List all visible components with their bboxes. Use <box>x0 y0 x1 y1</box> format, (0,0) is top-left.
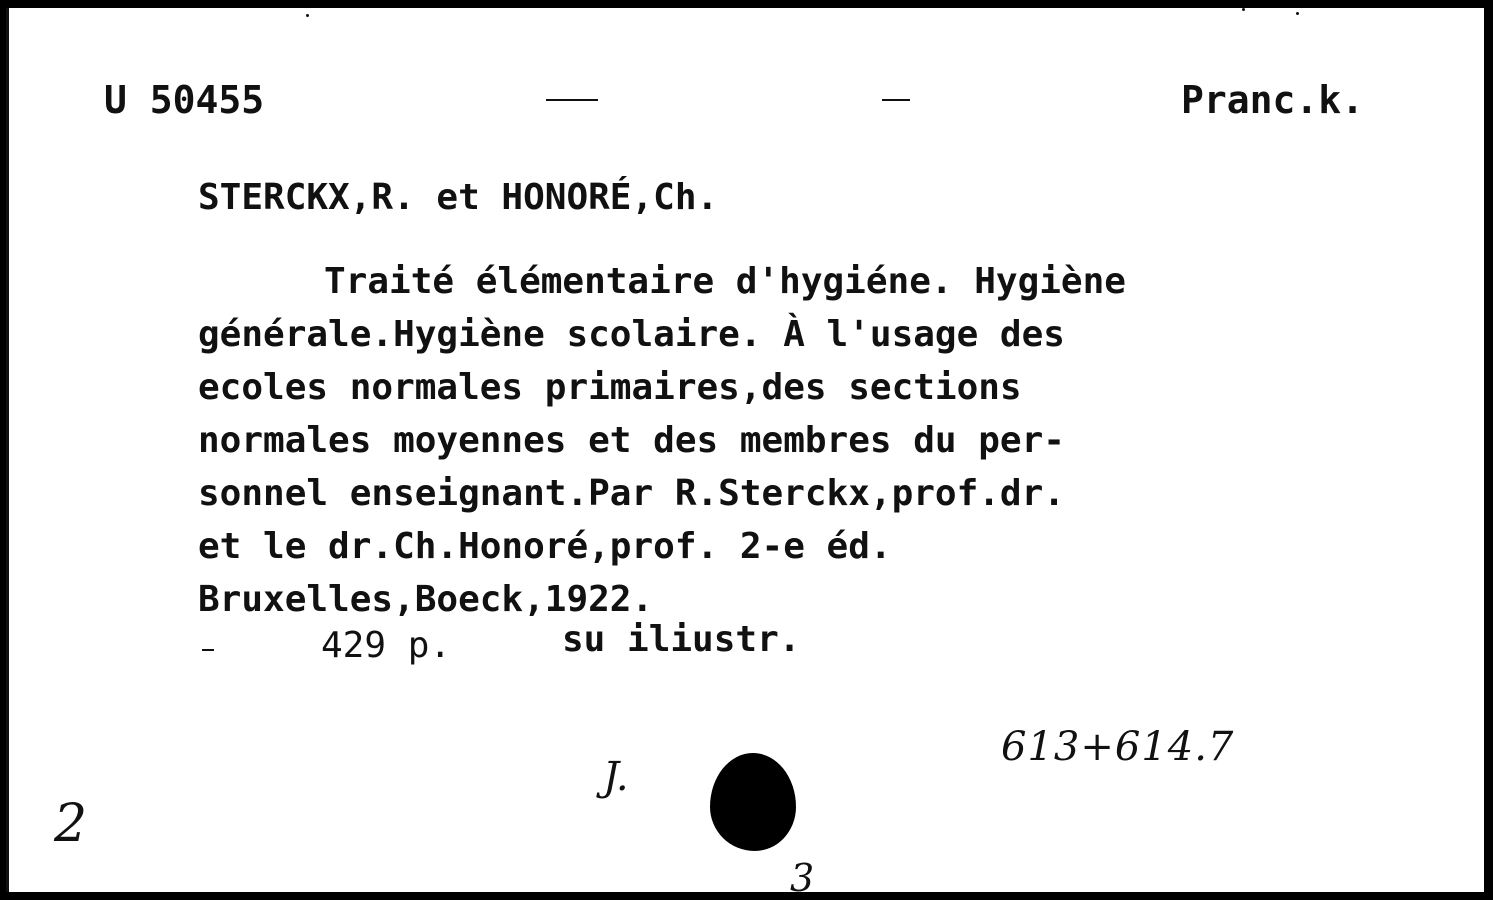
handwritten-mark-bottom: 3 <box>790 856 815 900</box>
description-line: générale.Hygiène scolaire. À l'usage des <box>198 314 1065 355</box>
handwritten-mark-center: J. <box>603 754 629 800</box>
separator-dash <box>546 99 598 101</box>
description-line: Traité élémentaire d'hygiéne. Hygiène <box>324 261 1126 302</box>
speck <box>1242 8 1245 11</box>
call-number: U 50455 <box>104 78 265 122</box>
description-line: sonnel enseignant.Par R.Sterckx,prof.dr. <box>198 473 1065 514</box>
description-line: ecoles normales primaires,des sections <box>198 367 1022 408</box>
author-heading: STERCKX,R. et HONORÉ,Ch. <box>198 177 719 218</box>
handwritten-mark-left: 2 <box>54 794 88 854</box>
margin-dash <box>202 649 214 651</box>
illustrations-note: su iliustr. <box>562 619 801 660</box>
description-line: et le dr.Ch.Honoré,prof. 2-e éd. <box>198 526 892 567</box>
speck <box>306 14 309 17</box>
separator-dash <box>882 99 910 101</box>
card-left-edge <box>6 8 9 892</box>
description-line: normales moyennes et des membres du per- <box>198 420 1065 461</box>
description-line: Bruxelles,Boeck,1922. <box>198 579 654 620</box>
catalog-card <box>6 8 1484 900</box>
punch-hole <box>710 753 796 851</box>
language-code: Pranc.k. <box>1181 78 1365 122</box>
speck <box>1296 12 1299 15</box>
classification-number: 613+614.7 <box>1001 724 1235 770</box>
page-count: 429 p. <box>321 625 452 666</box>
